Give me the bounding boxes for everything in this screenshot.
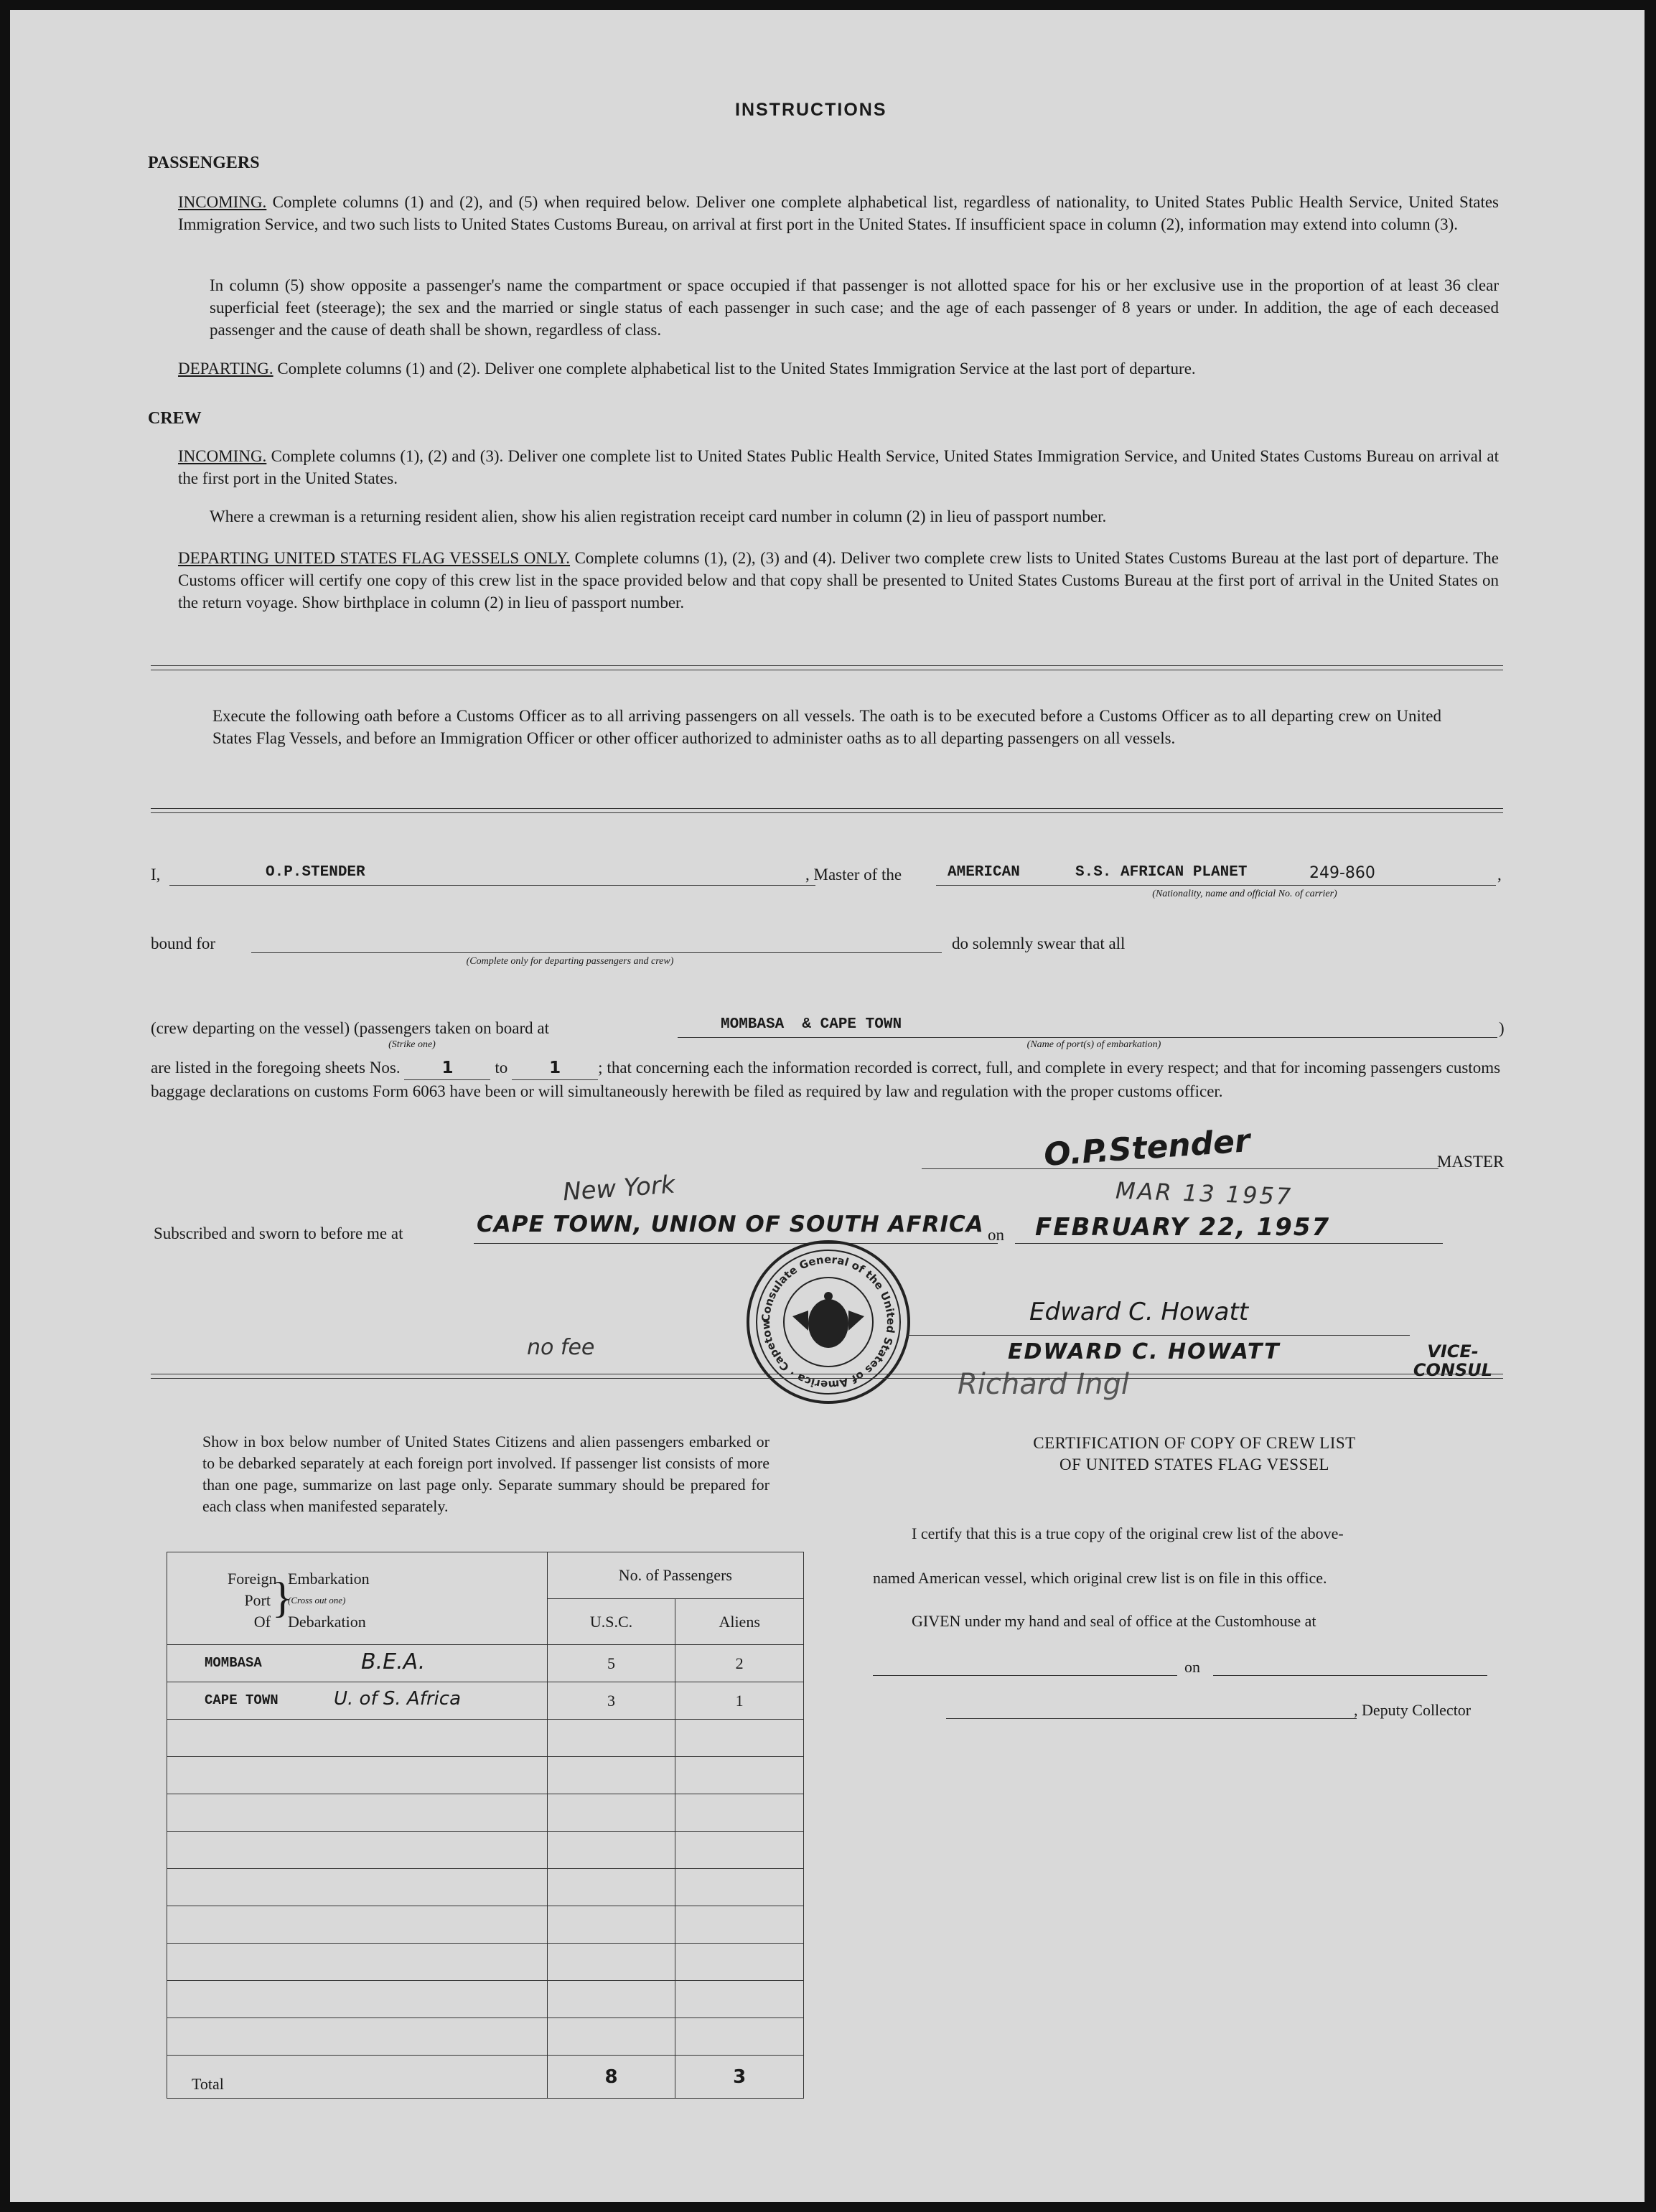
deputy-collector-line <box>946 1718 1357 1719</box>
close-paren: ) <box>1499 1019 1505 1037</box>
officer-name: EDWARD C. HOWATT <box>1008 1339 1281 1364</box>
master-label: MASTER <box>1437 1153 1505 1171</box>
passengers-incoming-paragraph <box>178 191 1499 235</box>
new-york-annotation: New York <box>561 1170 676 1207</box>
officer-signature: Edward C. Howatt <box>1029 1298 1249 1326</box>
page-title: INSTRUCTIONS <box>735 100 887 120</box>
listed-text-2: and that for incoming passengers customs baggage declarations on customs Form 6063 have been or will simultaneously herewith be filed as required by law and regulation with the proper customs officer. <box>151 1059 1501 1100</box>
row-port: MOMBASA <box>205 1655 262 1671</box>
table-row <box>167 1869 804 1906</box>
header-port: Port <box>244 1591 271 1609</box>
bound-for-line <box>251 952 942 953</box>
certification-text-2: named American vessel, which original crew list is on file in this office. <box>873 1569 1327 1587</box>
bound-for-caption: (Complete only for departing passengers and crew) <box>466 956 674 967</box>
sheet-from: 1 <box>404 1057 490 1080</box>
seal-text: Consulate General of the United States of America · Capetow <box>759 1252 898 1392</box>
subscribed-label: Subscribed and sworn to before me at <box>154 1224 403 1242</box>
sheet-to: 1 <box>512 1057 598 1080</box>
embarkation-caption: (Name of port(s) of embarkation) <box>1026 1039 1161 1050</box>
table-row <box>167 1832 804 1869</box>
passenger-summary-table: Foreign Port Of } Embarkation (Cross out one) Debarkation No. of Passengers U.S.C. Aliens MOMBASA B.E.A. 5 2 CAPE TOWN U. of S. Africa 3 1 Total 8 3 <box>167 1552 804 2099</box>
certification-title-line-1: CERTIFICATION OF COPY OF CREW LIST <box>1033 1434 1356 1452</box>
stamp-date: MAR 13 1957 <box>1115 1176 1294 1211</box>
on-label: on <box>988 1226 1004 1244</box>
fee-note: no fee <box>527 1335 595 1360</box>
certification-date-line <box>1213 1675 1487 1676</box>
header-embarkation: Embarkation <box>288 1570 370 1588</box>
row-usc: 3 <box>547 1682 675 1720</box>
row-port: CAPE TOWN <box>205 1692 279 1708</box>
header-of: Of <box>253 1613 271 1631</box>
vessel-caption: (Nationality, name and official No. of carrier) <box>1152 889 1337 899</box>
row-country: B.E.A. <box>361 1649 426 1674</box>
table-row <box>167 1720 804 1757</box>
officer-signature-line <box>907 1335 1410 1336</box>
header-cross-out: (Cross out one) <box>288 1595 346 1606</box>
master-signature: O.P.Stender <box>1042 1123 1252 1173</box>
crew-departing-text: Complete columns (1), (2), (3) and (4). Deliver two complete crew lists to United States Customs Bureau at the last port of departure. The Customs officer will certify one copy of this crew list in the space provided below and that copy shall be presented to United States Customs Bureau at the first port of arrival in the United States on the return voyage. Show birthplace in column (2) in lieu of passport number. <box>178 549 1500 611</box>
passengers-column5-paragraph: In column (5) show opposite a passenger's name the compartment or space occupied if that passenger is not allotted space for his or her exclusive use in the proportion of at least 36 clear superficial feet (steerage); the sex and the married or single status of each passenger in such case; and the age of each passenger of 8 years or under. In addition, the age of each deceased passenger and the cause of death shall be shown, regardless of class. <box>210 276 1499 339</box>
crew-resident-paragraph: Where a crewman is a returning resident alien, show his alien registration receipt card number in column (2) in lieu of passport number. <box>210 507 1107 525</box>
crew-heading: CREW <box>148 409 202 428</box>
crew-departing-paragraph <box>178 547 1499 614</box>
master-name: O.P.STENDER <box>266 864 365 881</box>
i-label: I, <box>151 866 161 884</box>
table-row <box>167 2018 804 2056</box>
crew-passengers-label: (crew departing on the vessel) (passengers taken on board at <box>151 1019 549 1037</box>
bound-for-label: bound for <box>151 934 216 952</box>
second-signature: Richard Ingl <box>958 1368 1129 1401</box>
master-signature-line <box>922 1168 1439 1169</box>
crew-departing-label: DEPARTING UNITED STATES FLAG VESSELS ONLY. <box>178 549 571 567</box>
table-row <box>167 1981 804 2018</box>
crew-incoming-paragraph <box>178 445 1499 489</box>
sworn-date-line <box>1015 1243 1443 1244</box>
listed-text-1: ; that concerning each the information recorded is correct, full, and complete in every respect; <box>598 1059 1220 1077</box>
certification-title-line-2: OF UNITED STATES FLAG VESSEL <box>1059 1456 1329 1473</box>
divider <box>151 1374 1503 1379</box>
sheets-paragraph <box>151 1056 1500 1102</box>
oath-intro: Execute the following oath before a Customs Officer as to all arriving passengers on all vessels. The oath is to be executed before a Customs Officer as to all departing crew on United States Flag Vessels, and before an Immigration Officer or other officer authorized to administer oaths as to all departing passengers on all vessels. <box>212 707 1441 747</box>
master-of-label: , Master of the <box>805 866 902 884</box>
divider <box>151 665 1503 670</box>
customhouse-line <box>873 1675 1177 1676</box>
table-row <box>167 1757 804 1794</box>
master-name-line <box>169 885 815 886</box>
sworn-place-line <box>474 1243 998 1244</box>
row-aliens: 1 <box>675 1682 804 1720</box>
embarkation-line <box>678 1037 1497 1038</box>
sworn-place: CAPE TOWN, UNION OF SOUTH AFRICA <box>477 1212 984 1237</box>
total-label: Total <box>167 2056 548 2099</box>
vessel-nationality: AMERICAN <box>948 864 1020 881</box>
vessel-official-no: 249-860 <box>1309 864 1375 882</box>
embarkation-ports: MOMBASA & CAPE TOWN <box>721 1016 902 1033</box>
total-usc: 8 <box>547 2056 675 2099</box>
divider <box>151 808 1503 813</box>
row-aliens: 2 <box>675 1645 804 1682</box>
certification-on-label: on <box>1184 1658 1200 1676</box>
deputy-collector-label: , Deputy Collector <box>1354 1701 1472 1719</box>
header-aliens: Aliens <box>719 1613 760 1631</box>
vessel-name: S.S. AFRICAN PLANET <box>1075 864 1248 881</box>
passengers-incoming-label: INCOMING. <box>178 193 267 211</box>
passengers-heading: PASSENGERS <box>148 154 260 172</box>
header-foreign: Foreign <box>228 1570 277 1588</box>
certification-title <box>893 1433 1496 1476</box>
header-debarkation: Debarkation <box>288 1613 366 1631</box>
consulate-seal <box>742 1236 914 1408</box>
passengers-departing-text: Complete columns (1) and (2). Deliver one complete alphabetical list to the United States Immigration Service at the last port of departure. <box>277 360 1196 378</box>
total-row <box>167 2056 804 2099</box>
certification-text-1: I certify that this is a true copy of the original crew list of the above- <box>912 1524 1344 1542</box>
total-aliens: 3 <box>675 2056 804 2099</box>
table-row <box>167 1645 804 1682</box>
header-no-passengers: No. of Passengers <box>548 1552 803 1599</box>
officer-title: VICE-CONSUL <box>1413 1341 1493 1380</box>
header-usc: U.S.C. <box>548 1599 676 1644</box>
crew-incoming-text: Complete columns (1), (2) and (3). Deliver one complete list to United States Public Health Service, United States Immigration Service, and United States Customs Bureau on arrival at the first port in the United States. <box>178 447 1500 487</box>
passengers-departing-label: DEPARTING. <box>178 360 273 378</box>
table-row <box>167 1906 804 1944</box>
table-row <box>167 1794 804 1832</box>
passengers-incoming-text: Complete columns (1) and (2), and (5) when required below. Deliver one complete alphabetical list, regardless of nationality, to United States Public Health Service, United States Immigration Service, and two such lists to United States Customs Bureau, on arrival at first port in the United States. If insufficient space in column (2), information may extend into column (3). <box>178 193 1499 233</box>
table-row <box>167 1944 804 1981</box>
summary-intro: Show in box below number of United States Citizens and alien passengers embarked or to be debarked separately at each foreign port involved. If passenger list consists of more than one page, summarize on last page only. Separate summary should be prepared for each class when manifested separately. <box>202 1433 769 1515</box>
vessel-line <box>936 885 1496 886</box>
listed-label: are listed in the foregoing sheets Nos. <box>151 1059 401 1077</box>
passengers-departing-paragraph <box>178 357 1499 380</box>
certification-text-3: GIVEN under my hand and seal of office at the Customhouse at <box>912 1612 1316 1630</box>
sworn-date: FEBRUARY 22, 1957 <box>1035 1213 1331 1242</box>
table-row <box>167 1682 804 1720</box>
to-label: to <box>495 1059 508 1077</box>
row-usc: 5 <box>547 1645 675 1682</box>
swear-label: do solemnly swear that all <box>952 934 1126 952</box>
document-page: INSTRUCTIONS PASSENGERS INCOMING. Complete columns (1) and (2), and (5) when required below. Deliver one complete alphabetical list, regardless of nationality, to United States Public Health Service, United States Immigration Service, and two such lists to United States Customs Bureau, on arrival at first port in the United States. If insufficient space in column (2), information may extend into column (3). In column (5) show opposite a passenger's name the compartment or space occupied if that passenger is not allotted space for his or her exclusive use in the proportion of at least 36 clear superficial feet (steerage); the sex and the married or single status of each passenger in such case; and the age of each passenger of 8 years or under. In addition, the age of each deceased passenger and the cause of death shall be shown, regardless of class. DEPARTING. Complete columns (1) and (2). Deliver one complete alphabetical list to the United States Immigration Service at the last port of departure. CREW INCOMING. Complete columns (1), (2) and (3). Deliver one complete list to United States Public Health Service, United States Immigration Service, and United States Customs Bureau on arrival at the first port in the United States. Where a crewman is a returning resident alien, show his alien registration receipt card number in column (2) in lieu of passport number. DEPARTING UNITED STATES FLAG VESSELS ONLY. Complete columns (1), (2), (3) and (4). Deliver two complete crew lists to United States Customs Bureau at the last port of departure. The Customs officer will certify one copy of this crew list in the space provided below and that copy shall be presented to United States Customs Bureau at the first port of arrival in the United States on the return voyage. Show birthplace in column (2) in lieu of passport number. Execute the following oath before a Customs Officer as to all arriving passengers on all vessels. The oath is to be executed before a Customs Officer as to all departing crew on United States Flag Vessels, and before an Immigration Officer or other officer authorized to administer oaths as to all departing passengers on all vessels. I, O.P.STENDER , Master of the AMERICAN S.S. AFRICAN PLANET 249-860 , (Nationality, name and official No. of carrier) bound for do solemnly swear that all (Complete only for departing passengers and crew) (crew departing on the vessel) (passengers taken on board at MOMBASA & CAPE TOWN ) (Strike one) (Name of port(s) of embarkation) are listed in the foregoing sheets Nos. 1 to 1 ; that concerning each the information recorded is correct, full, and complete in every respect; and that for incoming passengers customs baggage declarations on customs Form 6063 have been or will simultaneously herewith be filed as required by law and regulation with the proper customs officer. O.P.Stender MASTER MAR 13 1957 New York Subscribed and sworn to before me at CAPE TOWN, UNION OF SOUTH AFRICA on FEBRUARY 22, 1957 Consulate General of the United States of America · Capetow no fee Edward C. Howatt EDWARD C. HOWATT VICE-CONSUL Richard Ingl Show in box below number of United States Citizens and alien passengers embarked or to be debarked separately at each foreign port involved. If passenger list consists of more than one page, summarize on last page only. Separate summary should be prepared for each class when manifested separately. Foreign Port Of } Embarkation (Cross out one) Debarkation No. of Passengers U.S.C. Aliens MOMBASA B.E.A. 5 2 CAPE TOWN U. of S. Africa 3 1 Total 8 3 CERTIFICATION OF COPY OF CREW LIST OF UNITED STATES FLAG VESSEL I certify that this is a true copy of the original crew list of the above- named American vessel, which original crew list is on file in this office. GIVEN under my hand and seal of office at the Customhouse at on , Deputy Collector <box>10 10 1645 2202</box>
row-country: U. of S. Africa <box>334 1688 461 1710</box>
strike-one-caption: (Strike one) <box>388 1039 436 1050</box>
crew-incoming-label: INCOMING. <box>178 447 267 465</box>
